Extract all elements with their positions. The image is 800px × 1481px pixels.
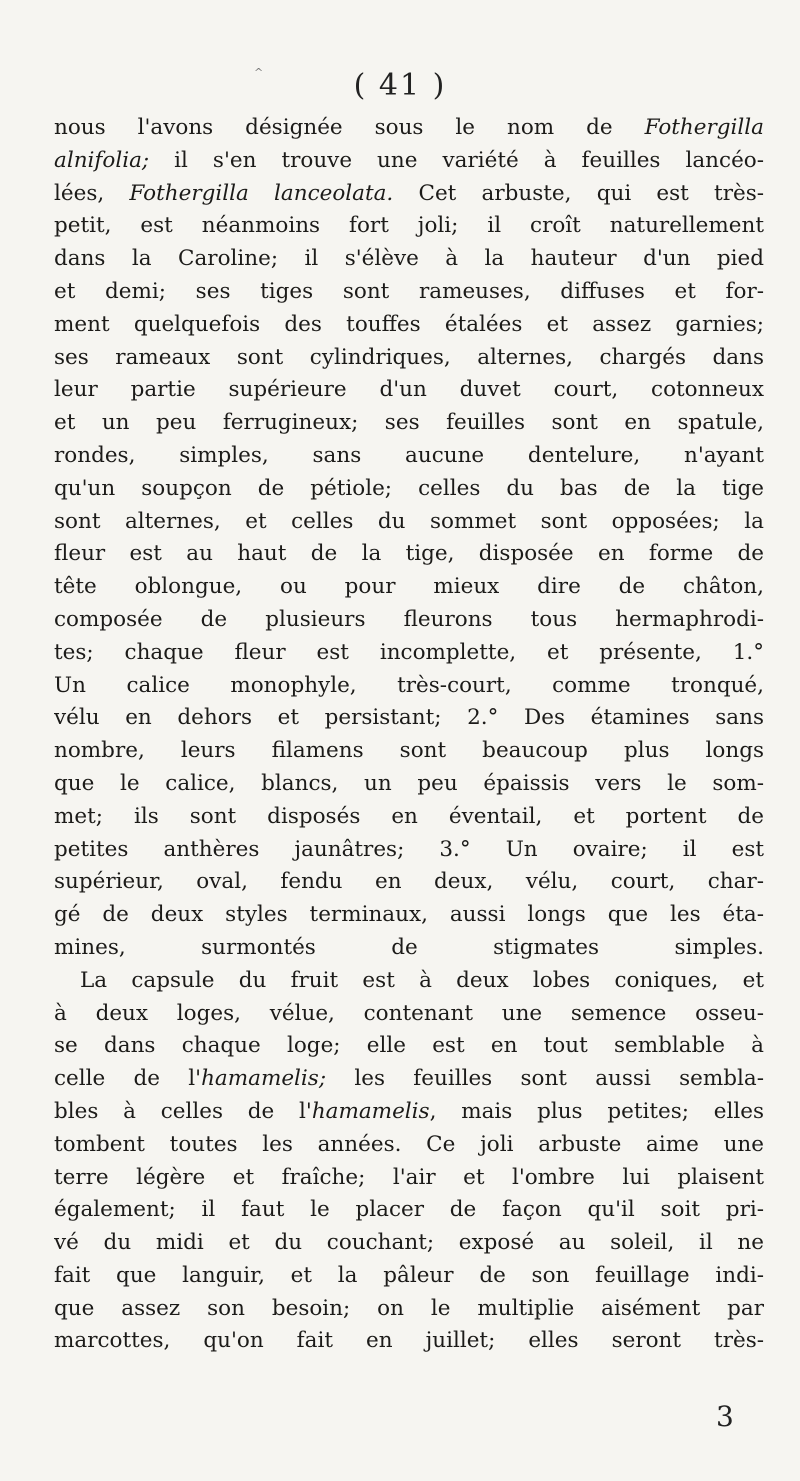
text-segment: gé de deux styles terminaux, aussi longs que les éta- [54,902,764,928]
text-line [54,407,764,440]
text-segment: tête oblongue, ou pour mieux dire de châton, [54,574,764,600]
text-segment: bles à celles de l' [54,1098,312,1124]
text-line [54,473,764,506]
text-line [54,702,764,735]
text-line [54,112,764,145]
text-line [54,1030,764,1063]
text-segment: que le calice, blancs, un peu épaissis vers le som- [54,770,764,796]
text-segment: nombre, leurs filamens sont beaucoup plus longs [54,738,764,764]
text-line [54,899,764,932]
text-line [54,965,764,998]
text-segment: Un calice monophyle, très-court, comme tronqué, [54,672,764,698]
text-segment: à deux loges, vélue, contenant une semence osseu- [54,1000,764,1026]
text-segment: celle de l' [54,1066,202,1092]
text-line [54,243,764,276]
text-segment: que assez son besoin; on le multiplie aisément par [54,1295,764,1321]
text-line [54,309,764,342]
text-line [54,866,764,899]
text-segment: composée de plusieurs fleurons tous hermaphrodi- [54,606,764,632]
italic-term: alnifolia; [54,147,150,173]
text-segment: terre légère et fraîche; l'air et l'ombre lui plaisent [54,1164,764,1190]
page-number-header: ( 41 ) [353,68,447,103]
text-segment: dans la Caroline; il s'élève à la hauteur d'un pied [54,246,764,272]
text-line [54,998,764,1031]
text-segment: ment quelquefois des touffes étalées et assez garnies; [54,311,764,337]
ink-speck: ^ [254,66,264,79]
text-segment: leur partie supérieure d'un duvet court, cotonneux [54,377,764,403]
text-line [54,735,764,768]
text-line [54,538,764,571]
text-line [54,1162,764,1195]
text-segment: petit, est néanmoins fort joli; il croît naturellement [54,213,764,239]
text-segment: La capsule du fruit est à deux lobes coniques, et [80,967,764,993]
text-line [54,145,764,178]
text-segment: fait que languir, et la pâleur de son feuillage indi- [54,1262,764,1288]
text-line [54,571,764,604]
text-segment: se dans chaque loge; elle est en tout semblable à [54,1033,764,1059]
text-segment: mines, surmontés de stigmates simples. [54,934,764,960]
text-segment: sont alternes, et celles du sommet sont opposées; la [54,508,764,534]
text-line [54,1096,764,1129]
text-segment: ses rameaux sont cylindriques, alternes, chargés dans [54,344,764,370]
italic-term: Fothergilla lanceolata. [129,180,394,206]
text-line [54,506,764,539]
text-segment: vé du midi et du couchant; exposé au soleil, il ne [54,1230,764,1256]
text-segment: les feuilles sont aussi sembla- [326,1066,764,1092]
text-segment: également; il faut le placer de façon qu'il soit pri- [54,1197,764,1223]
italic-term: hamamelis [311,1098,430,1124]
text-line [54,1129,764,1162]
text-segment: tes; chaque fleur est incomplette, et présente, 1.° [54,639,764,665]
text-line [54,374,764,407]
text-segment: , mais plus petites; elles [429,1098,764,1124]
text-line [54,1227,764,1260]
text-segment: fleur est au haut de la tige, disposée en forme de [54,541,764,567]
text-segment: marcottes, qu'on fait en juillet; elles seront très- [54,1328,764,1354]
signature-mark: 3 [716,1400,734,1433]
text-line [54,801,764,834]
text-segment: supérieur, oval, fendu en deux, vélu, court, char- [54,869,764,895]
text-segment: vélu en dehors et persistant; 2.° Des étamines sans [54,705,764,731]
italic-term: hamamelis; [201,1066,327,1092]
text-segment: lées, [54,180,130,206]
italic-term: Fothergilla [644,115,764,140]
text-segment: Cet arbuste, qui est très- [393,180,764,206]
text-line [54,932,764,965]
text-segment: met; ils sont disposés en éventail, et portent de [54,803,764,829]
text-line [54,1325,764,1358]
text-line [54,440,764,473]
text-line [54,768,764,801]
text-line [54,276,764,309]
text-line [54,1293,764,1326]
text-segment: petites anthères jaunâtres; 3.° Un ovaire; il est [54,836,764,862]
text-segment: qu'un soupçon de pétiole; celles du bas de la tige [54,475,764,501]
body-text [54,112,764,1358]
text-line [54,1194,764,1227]
text-line [54,210,764,243]
text-line [54,604,764,637]
text-segment: nous l'avons désignée sous le nom de [54,115,645,140]
text-segment: tombent toutes les années. Ce joli arbuste aime une [54,1131,764,1157]
text-line [54,1063,764,1096]
text-line [54,670,764,703]
text-line [54,637,764,670]
text-line [54,178,764,211]
text-line [54,1260,764,1293]
text-segment: et un peu ferrugineux; ses feuilles sont en spatule, [54,410,764,436]
text-line [54,342,764,375]
text-segment: rondes, simples, sans aucune dentelure, n'ayant [54,442,764,468]
text-segment: et demi; ses tiges sont rameuses, diffuses et for- [54,278,764,304]
text-line [54,834,764,867]
text-segment: il s'en trouve une variété à feuilles lancéo- [149,147,764,173]
